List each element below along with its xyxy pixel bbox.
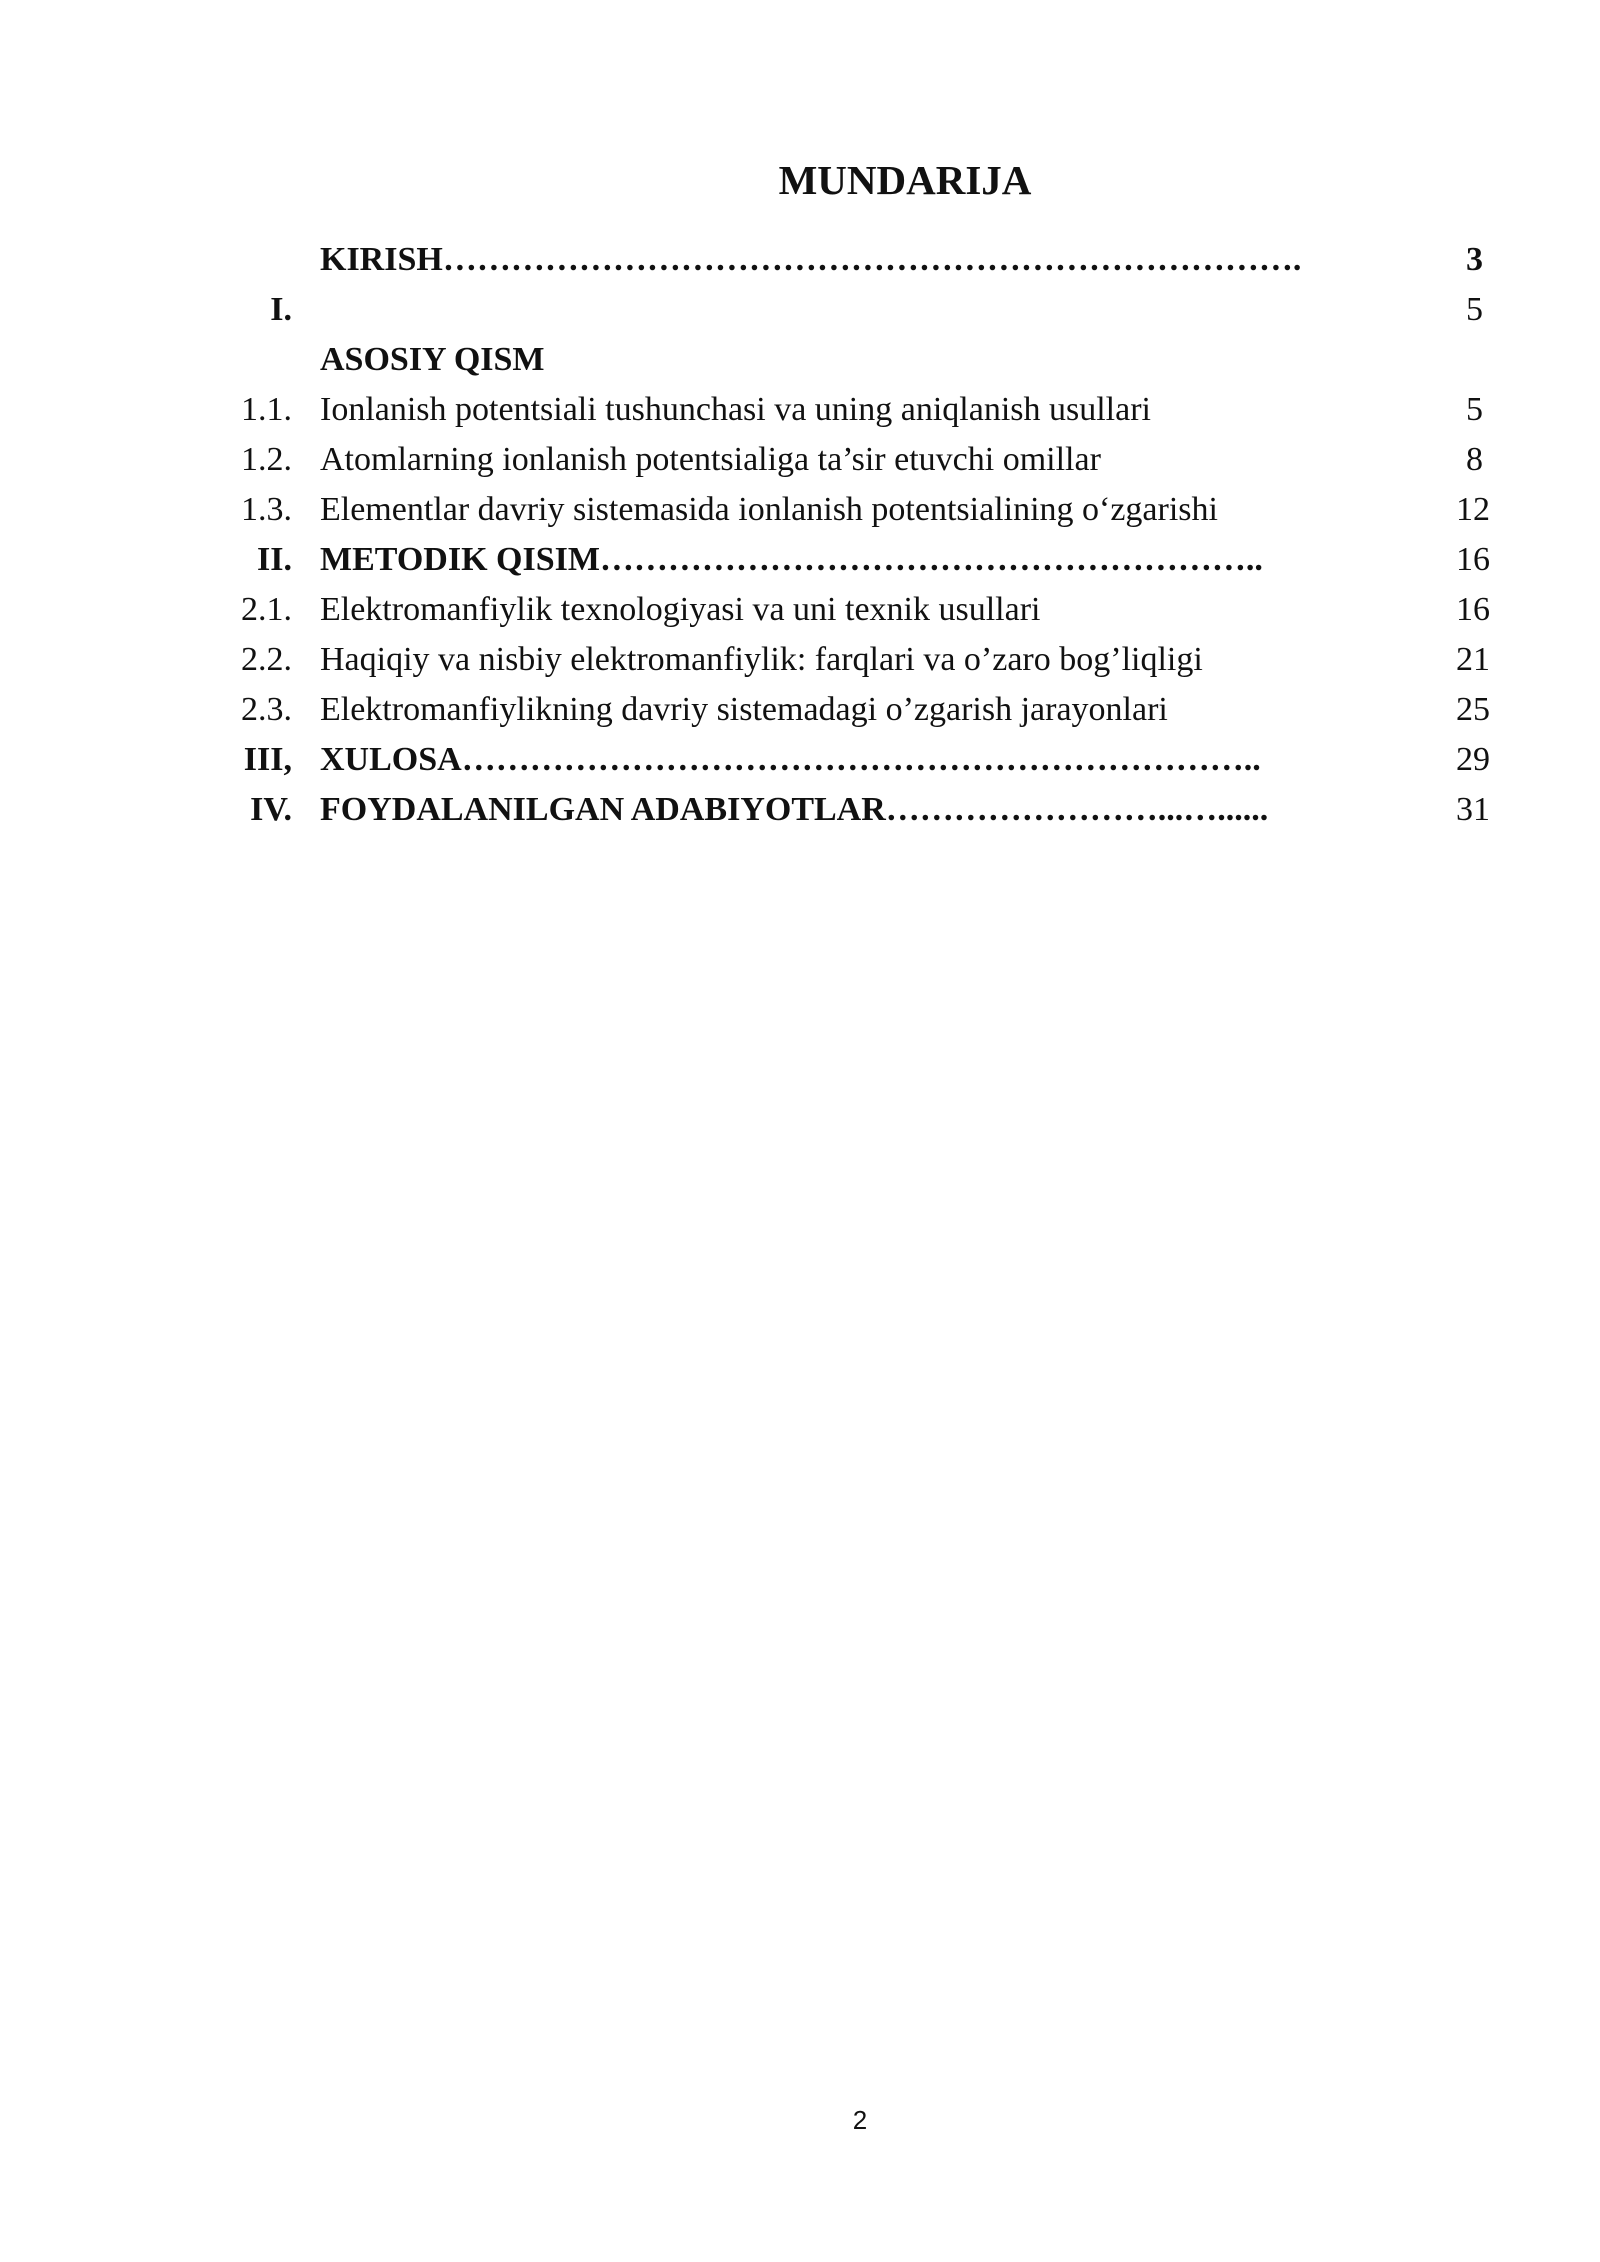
toc-entry-title: Elektromanfiylikning davriy sistemadagi o’zgarish jarayonlari bbox=[320, 691, 1168, 728]
toc-entry-title: Elektromanfiylik texnologiyasi va uni texnik usullari bbox=[320, 591, 1041, 628]
toc-entry-title: Elementlar davriy sistemasida ionlanish potentsialining o‘zgarishi bbox=[320, 491, 1218, 528]
toc-entry-page: 31 bbox=[1456, 791, 1490, 828]
toc-entry-title: XULOSA…………………………………………………………….. bbox=[320, 741, 1261, 778]
toc-entry-title: FOYDALANILGAN ADABIYOTLAR……………………...…...... bbox=[320, 791, 1269, 828]
toc-entry-page: 29 bbox=[1456, 741, 1490, 778]
toc-entry-number: 1.2. bbox=[241, 441, 292, 478]
toc-entry-1-2 bbox=[0, 435, 1600, 485]
toc-entry-number: 2.1. bbox=[241, 591, 292, 628]
toc-entry-2-2 bbox=[0, 635, 1600, 685]
toc-entry-2-3 bbox=[0, 685, 1600, 735]
toc-entry-number: 1.1. bbox=[241, 391, 292, 428]
toc-entry-title: ASOSIY QISM bbox=[320, 341, 545, 378]
toc-entry-1-1 bbox=[0, 385, 1600, 435]
toc-entry-number: III, bbox=[243, 741, 292, 778]
toc-entry-2-1 bbox=[0, 585, 1600, 635]
page-number: 2 bbox=[852, 2105, 868, 2135]
toc-entry-number: I. bbox=[270, 291, 292, 328]
toc-entry-page: 16 bbox=[1456, 591, 1490, 628]
toc-entry-title: METODIK QISIM………………………………………………….. bbox=[320, 541, 1263, 578]
toc-entry-metodik-qisim bbox=[0, 535, 1600, 585]
toc-entry-page: 3 bbox=[1466, 241, 1483, 278]
toc-entry-page: 5 bbox=[1466, 391, 1483, 428]
toc-entry-page: 21 bbox=[1456, 641, 1490, 678]
page-title: MUNDARIJA bbox=[778, 157, 1032, 203]
toc-entry-number: II. bbox=[257, 541, 292, 578]
toc-entry-number: 2.3. bbox=[241, 691, 292, 728]
toc-entry-page: 5 bbox=[1466, 291, 1483, 328]
table-of-contents bbox=[0, 235, 1600, 835]
toc-entry-xulosa bbox=[0, 735, 1600, 785]
toc-entry-title: Haqiqiy va nisbiy elektromanfiylik: farqlari va o’zaro bog’liqligi bbox=[320, 641, 1203, 678]
toc-entry-asosiy-qism bbox=[0, 285, 1600, 385]
toc-entry-1-3 bbox=[0, 485, 1600, 535]
toc-entry-page: 25 bbox=[1456, 691, 1490, 728]
toc-entry-number: 2.2. bbox=[241, 641, 292, 678]
toc-entry-number: 1.3. bbox=[241, 491, 292, 528]
toc-entry-number: IV. bbox=[250, 791, 292, 828]
toc-entry-title: Atomlarning ionlanish potentsialiga ta’sir etuvchi omillar bbox=[320, 441, 1101, 478]
toc-entry-page: 12 bbox=[1456, 491, 1490, 528]
toc-entry-title: KIRISH…………………………………………………………………. bbox=[320, 241, 1302, 278]
toc-entry-adabiyotlar bbox=[0, 785, 1600, 835]
toc-entry-page: 16 bbox=[1456, 541, 1490, 578]
toc-entry-title: Ionlanish potentsiali tushunchasi va uning aniqlanish usullari bbox=[320, 391, 1151, 428]
toc-entry-page: 8 bbox=[1466, 441, 1483, 478]
toc-entry-kirish bbox=[0, 235, 1600, 285]
